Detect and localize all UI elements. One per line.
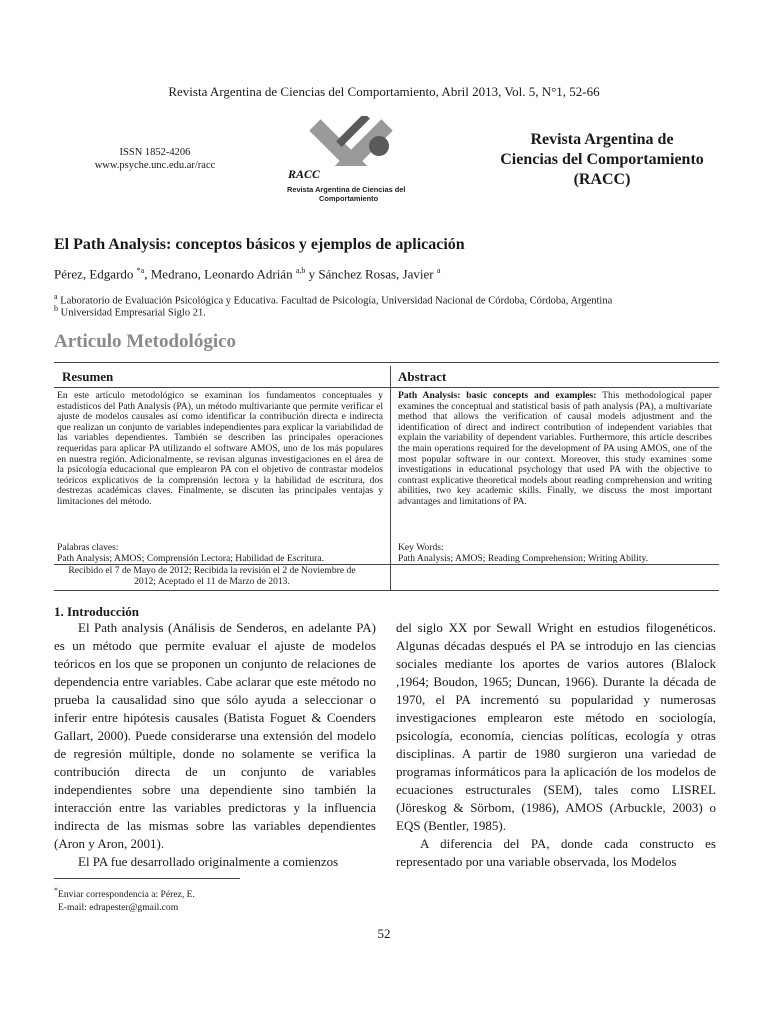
- footnote-rule: [54, 878, 240, 879]
- affiliation-a: $^a$ Laboratorio de Evaluación Psicológica y Educativa. Facultad de Psicología, Universidad Nacional de Córdoba, Córdoba, Argentina: [54, 292, 613, 307]
- article-dates: Recibido el 7 de Mayo de 2012; Recibida la revisión el 2 de Noviembre de 2012; Aceptado el 11 de Marzo de 2013.: [68, 565, 356, 587]
- body-left-column: El Path analysis (Análisis de Senderos, en adelante PA) es un método que permite evaluar el ajuste de modelos teóricos en los que se proponen un conjunto de relaciones de dependencia entre variables. Cabe aclarar que este método no prueba la causalidad sino que sólo ayuda a seleccionar o inferir entre hipótesis causales (Batista Foguet & Coenders Gallart, 2000). Puede considerarse una extensión del modelo de regresión múltiple, donde no solamente se verifica la contribución directa de un conjunto de variables independientes sobre una dependiente sino también la interacción entre las variables predictoras y la influencia indirecta de las mismas sobre las variables dependientes (Aron y Aron, 2001). El PA fue desarrollado originalmente a comienzos: [54, 620, 376, 869]
- abstract-keywords: Key Words: Path Analysis; AMOS; Reading Comprehension; Writing Ability.: [398, 542, 649, 564]
- website: www.psyche.unc.edu.ar/racc: [94, 160, 216, 171]
- resumen-keywords: Palabras claves: Path Analysis; AMOS; Comprensión Lectora; Habilidad de Escritura.: [57, 542, 324, 564]
- bottom-rule: [54, 590, 719, 591]
- issn: ISSN 1852-4206: [119, 147, 191, 158]
- footnote: *Enviar correspondencia a: Pérez, E. E-mail: edrapester@gmail.com: [54, 886, 195, 914]
- section-heading-introduccion: 1. Introducción: [54, 604, 139, 619]
- right-keywords-rule: [390, 564, 719, 565]
- racc-logo: [283, 116, 418, 206]
- abstract-heading: Abstract: [398, 369, 447, 384]
- journal-citation: Revista Argentina de Ciencias del Comportamiento, Abril 2013, Vol. 5, N°1, 52-66: [168, 84, 600, 99]
- body-right-column: del siglo XX por Sewall Wright en estudios filogenéticos. Algunas décadas después el PA se introdujo en las ciencias sociales mediante los aportes de varios autores (Blalock ,1964; Boudon, 1965; Duncan, 1966). Durante la década de 1970, el PA incrementó su popularidad y numerosas investigaciones emplearon este método en sociología, psicología, economía, ciencias políticas, ecología y otras disciplinas. A partir de 1980 surgieron una variedad de programas informáticos para la aplicación de los modelos de ecuaciones estructurales (SEM), tales como LISREL (Jöreskog & Sörbom, (1986), AMOS (Arbuckle, 2003) o EQS (Bentler, 1985). A diferencia del PA, donde cada constructo es representado por una variable observada, los Modelos: [396, 620, 716, 869]
- logo-line2: Comportamiento: [319, 194, 379, 203]
- resumen-heading: Resumen: [62, 369, 114, 384]
- top-rule: [54, 362, 719, 363]
- column-rule: [390, 366, 391, 590]
- issn-block: [70, 146, 240, 172]
- article-title: El Path Analysis: conceptos básicos y ejemplos de aplicación: [54, 236, 465, 253]
- affiliation-b: $^b$ Universidad Empresarial Siglo 21.: [54, 304, 206, 319]
- logo-acronym: RACC: [288, 167, 321, 181]
- logo-line1: Revista Argentina de Ciencias del: [287, 185, 406, 194]
- journal-name: Revista Argentina de Ciencias del Comportamiento (RACC): [500, 131, 704, 188]
- resumen-text: En este artículo metodológico se examinan los fundamentos conceptuales y estadísticos del Path Analysis (PA), un método multivariante que permite verificar el ajuste de modelos causales así como identificar la contribución directa e indirecta que realizan un conjunto de variables independientes para explicar la variabilidad de las variables dependientes. También se describen las principales operaciones requeridas para aplicar PA utilizando el software AMOS, uno de los más populares en nuestra región. Adicionalmente, se revisan algunas investigaciones en el área de la psicología educacional que emplearon PA con el objetivo de contrastar modelos teóricos explicativos de la comprensión lectora y la habilidad de escritura, dos destrezas académicas claves. Finalmente, se discuten las principales ventajas y limitaciones del método.: [57, 390, 383, 507]
- abstract-text: Path Analysis: basic concepts and examples: This methodological paper examines the conceptual and statistical basis of path analysis (PA), a multivariate method that allows the verification of causal models adjustment and the identification of direct and indirect contribution of independent variables that explain the variability of dependent variables. Furthermore, this article describes the main operations required for the development of PA using AMOS, one of the most popular software in our context. Moreover, this study examines some investigations in educational psychology that used PA with the objective to contrast explicative theoretical models about reading comprehension and writing abilities, two key academic skills. Finally, we discuss the most important advantages and limitations of PA.: [398, 390, 712, 507]
- page-number: 52: [377, 926, 391, 941]
- authors: Pérez, Edgardo $^{*a}$, Medrano, Leonardo Adrián $^{a,b}$ y Sánchez Rosas, Javier $^a$: [54, 266, 441, 282]
- heading-rule: [54, 387, 719, 388]
- article-type: Articulo Metodológico: [54, 331, 237, 352]
